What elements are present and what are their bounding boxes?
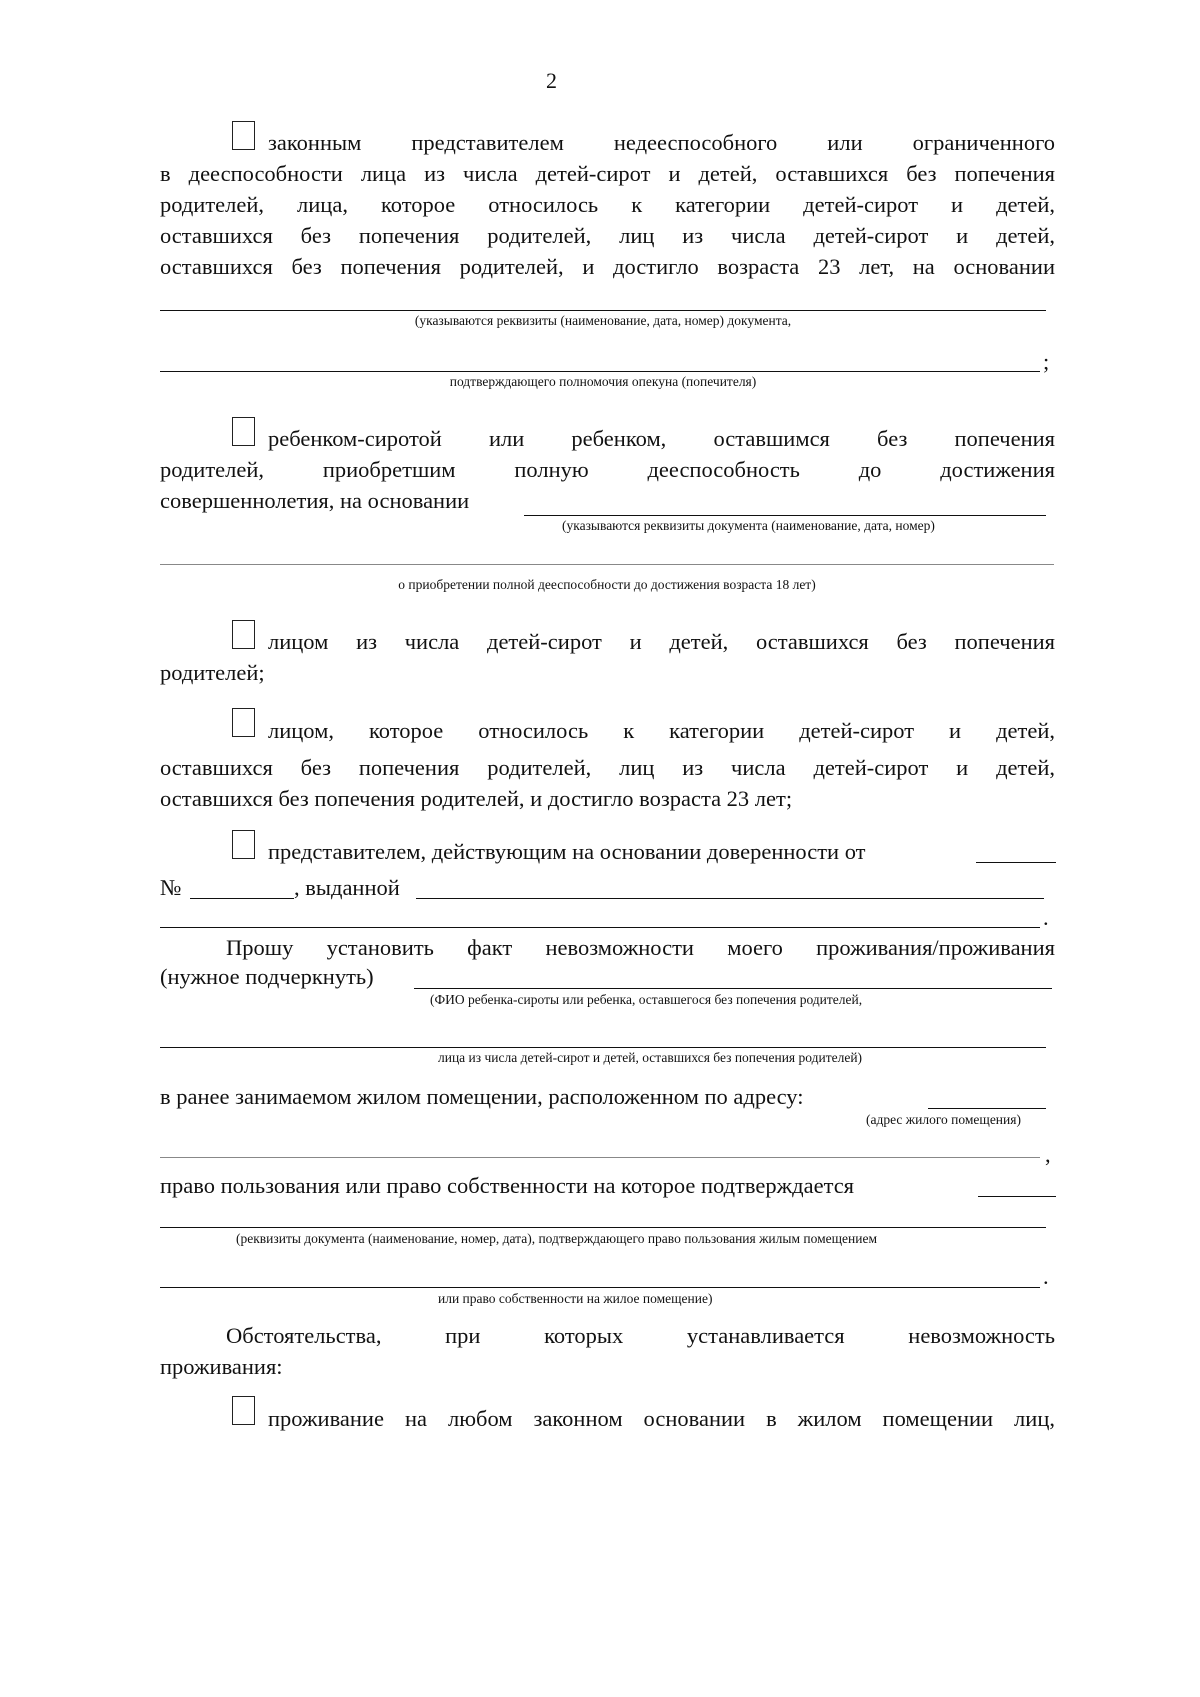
basis-document-caption: (указываются реквизиты (наименование, дата, номер) документа, (414, 313, 792, 328)
text-line: в дееспособности лица из числа детей-сирот и детей, оставшихся без попечения (160, 161, 1055, 186)
page-number: 2 (546, 68, 557, 93)
text-line: оставшихся без попечения родителей, лиц из числа детей-сирот и детей, (160, 223, 1055, 248)
text-line: Обстоятельства, при которых устанавливается невозможность (226, 1323, 1055, 1348)
right-document-caption: (реквизиты документа (наименование, номер, дата), подтверждающего право пользования жилым помещением (236, 1231, 878, 1246)
proxy-issuer-field-2[interactable] (160, 927, 1040, 928)
comma: , (1045, 1142, 1051, 1167)
person-name-field[interactable] (414, 988, 1052, 989)
text-line: лицом из числа детей-сирот и детей, оставшихся без попечения (268, 629, 1055, 654)
capacity-document-field-2[interactable] (160, 564, 1054, 565)
proxy-number-field[interactable] (190, 898, 294, 899)
address-caption: (адрес жилого помещения) (866, 1112, 1021, 1127)
paragraph-orphan-full-capacity (160, 423, 1055, 485)
basis-document-field-2[interactable] (160, 371, 1040, 372)
proxy-issuer-field[interactable] (416, 898, 1044, 899)
period: . (1043, 905, 1049, 930)
capacity-document-caption: (указываются реквизиты документа (наименование, дата, номер) (562, 518, 935, 533)
address-field[interactable] (928, 1108, 1046, 1109)
capacity-document-field[interactable] (524, 515, 1046, 516)
text-line: представителем, действующим на основании доверенности от (268, 839, 866, 864)
issued-label: , выданной (294, 875, 400, 900)
text-line: Прошу установить факт невозможности моего проживания/проживания (226, 935, 1055, 960)
text-line: родителей; (160, 660, 265, 685)
address-field-2[interactable] (160, 1157, 1040, 1158)
text-line: родителей, приобретшим полную дееспособность до достижения (160, 457, 1055, 482)
right-document-field-3[interactable] (160, 1287, 1040, 1288)
semicolon: ; (1043, 349, 1050, 374)
right-document-caption-2: или право собственности на жилое помещение) (438, 1291, 713, 1306)
paragraph-orphan-person (160, 626, 1055, 688)
paragraph-request (160, 932, 1055, 963)
period: . (1043, 1264, 1049, 1289)
proxy-date-field[interactable] (976, 862, 1056, 863)
number-sign: № (160, 875, 182, 900)
guardian-authority-caption: подтверждающего полномочия опекуна (попечителя) (449, 374, 757, 389)
checkbox-representative-proxy[interactable] (232, 830, 255, 859)
text-line: оставшихся без попечения родителей, и достигло возраста 23 лет, на основании (160, 254, 1055, 279)
text-line: (нужное подчеркнуть) (160, 964, 374, 989)
text-line: родителей, лица, которое относилось к категории детей-сирот и детей, (160, 192, 1055, 217)
person-name-caption-2: лица из числа детей-сирот и детей, оставшихся без попечения родителей) (438, 1050, 863, 1065)
text-line: совершеннолетия, на основании (160, 488, 470, 513)
right-document-field-2[interactable] (160, 1227, 1046, 1228)
paragraph-circumstances (160, 1320, 1055, 1382)
paragraph-former-orphan-23 (160, 715, 1055, 814)
text-line: проживания: (160, 1354, 283, 1379)
text-line: законным представителем недееспособного или ограниченного (268, 130, 1055, 155)
person-name-field-2[interactable] (160, 1047, 1046, 1048)
paragraph-residence-of-persons (160, 1403, 1055, 1434)
capacity-document-caption-2: о приобретении полной дееспособности до достижения возраста 18 лет) (398, 577, 816, 592)
text-line: ребенком-сиротой или ребенком, оставшимся без попечения (268, 426, 1055, 451)
text-line: оставшихся без попечения родителей, лиц из числа детей-сирот и детей, (160, 755, 1055, 780)
paragraph-legal-representative (160, 127, 1055, 282)
text-line: лицом, которое относилось к категории детей-сирот и детей, (268, 718, 1055, 743)
text-line: проживание на любом законном основании в жилом помещении лиц, (268, 1406, 1055, 1431)
text-line: право пользования или право собственности на которое подтверждается (160, 1173, 855, 1198)
text-line: оставшихся без попечения родителей, и достигло возраста 23 лет; (160, 786, 793, 811)
basis-document-field[interactable] (160, 310, 1046, 311)
text-line: в ранее занимаемом жилом помещении, расположенном по адресу: (160, 1084, 804, 1109)
person-name-caption: (ФИО ребенка-сироты или ребенка, оставшегося без попечения родителей, (430, 992, 863, 1007)
right-document-field[interactable] (978, 1196, 1056, 1197)
